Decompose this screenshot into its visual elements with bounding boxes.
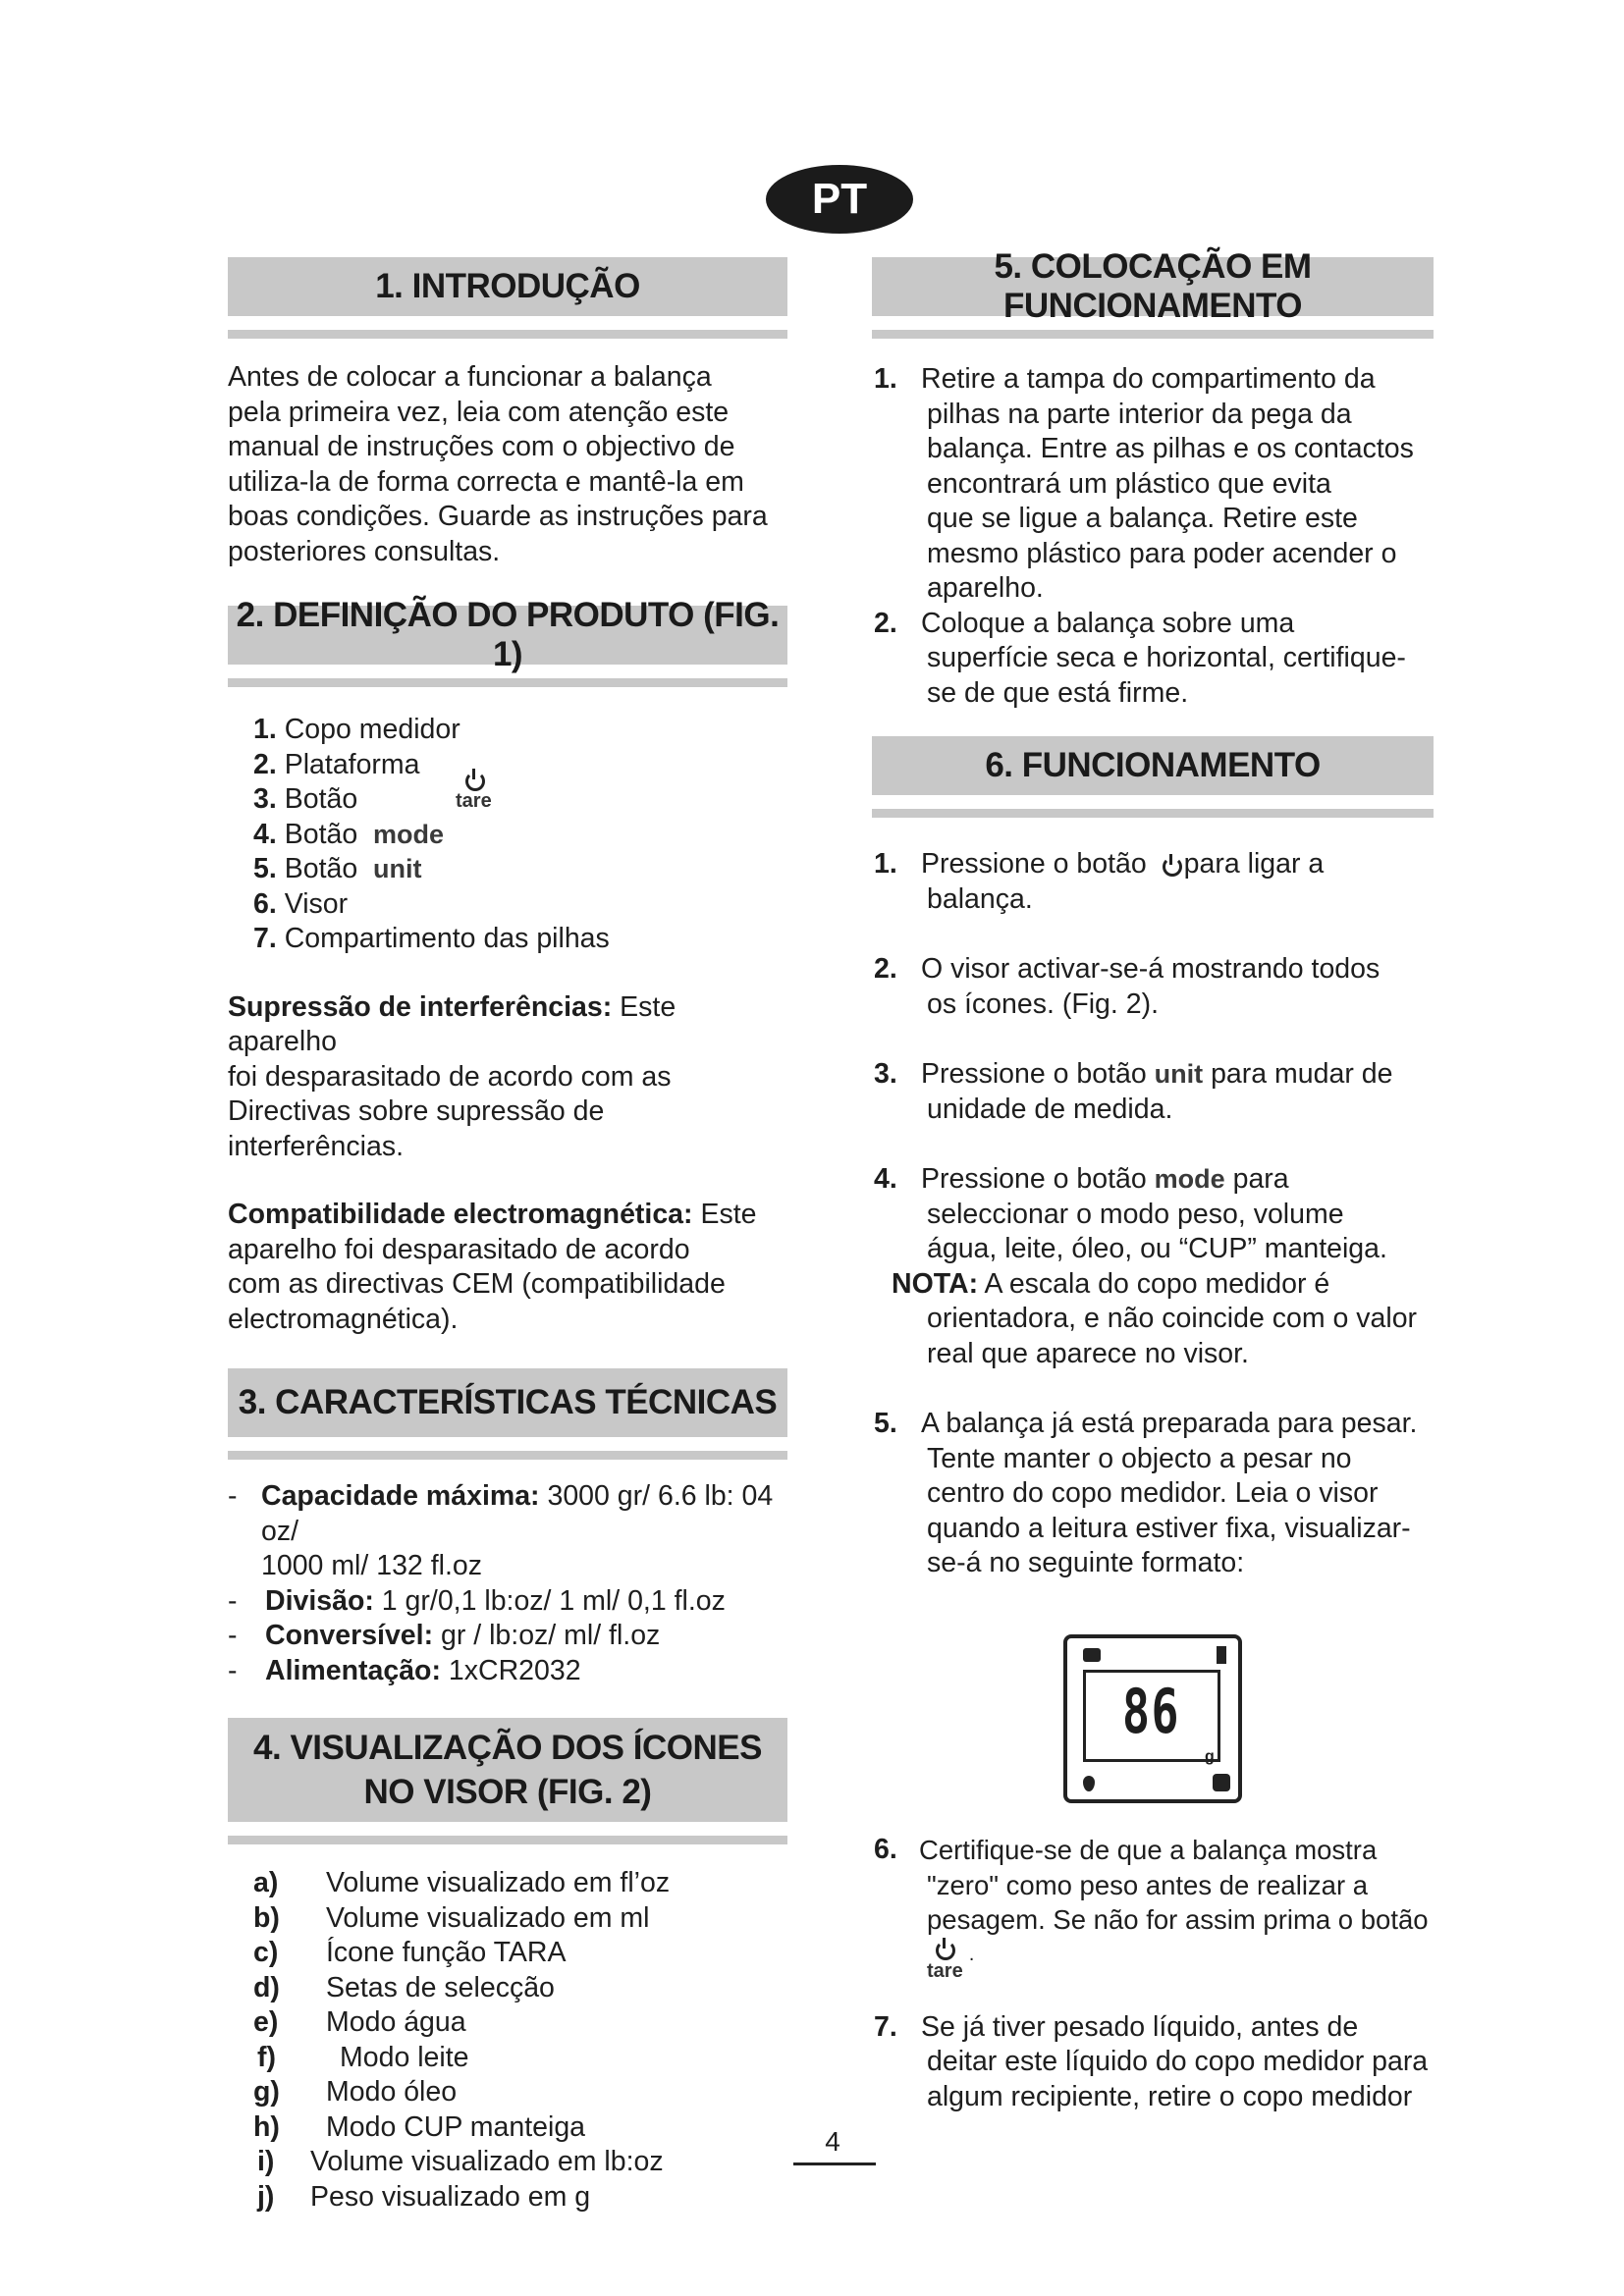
right-column	[872, 247, 1434, 1581]
list-item: - Conversível: gr / lb:oz/ ml/ fl.oz	[228, 1620, 661, 1651]
list-item: - Capacidade máxima: 3000 gr/ 6.6 lb: 04 oz/ 1000 ml/ 132 fl.oz	[228, 1480, 774, 1581]
language-badge: PT	[766, 165, 913, 234]
suppression-label: Supressão de interferências:	[228, 990, 613, 1023]
text-line: Antes de colocar a funcionar a balança	[228, 361, 712, 393]
icons-list	[253, 1866, 787, 2215]
list-item: - Alimentação: 1xCR2032	[228, 1654, 581, 1686]
section-heading-icons: 4. VISUALIZAÇÃO DOS ÍCONES NO VISOR (FIG. 2)	[228, 1718, 787, 1822]
operation-step-6: 6. Certifique-se de que a balança mostra "zero" como peso antes de realizar a pesagem. Se não for assim prima o botão tare ·	[874, 1834, 1429, 1982]
operation-step-4: 4. Pressione o botão mode para seleccionar o modo peso, volume água, leite, óleo, ou “CUP” manteiga. NOTA: A escala do copo medidor é orientadora, e não coincide com o valor real que aparece no visor.	[874, 1163, 1418, 1369]
unit-button-label: unit	[373, 854, 422, 883]
section-heading-product-definition: 2. DEFINIÇÃO DO PRODUTO (FIG. 1)	[228, 606, 787, 665]
section-rule	[228, 1451, 787, 1460]
operation-step-1: 1. Pressione o botão para ligar a balança.	[874, 848, 1325, 915]
bottle-icon	[1217, 1646, 1226, 1664]
intro-paragraph	[228, 360, 787, 569]
tare-button-icon: tare	[927, 1938, 963, 1981]
list-item: i) Volume visualizado em lb:oz	[257, 2146, 664, 2177]
drop-icon	[1083, 1776, 1095, 1791]
list-item: 2. Plataforma	[253, 748, 787, 783]
list-item: g) Modo óleo	[253, 2076, 458, 2108]
text-line: manual de instruções com o objectivo de	[228, 431, 735, 462]
display-reading: 86	[1122, 1676, 1180, 1747]
section-heading-technical: 3. CARACTERÍSTICAS TÉCNICAS	[228, 1368, 787, 1437]
startup-step-2: 2. Coloque a balança sobre uma superfície seca e horizontal, certifique- se de que está firme.	[874, 607, 1406, 709]
suppression-paragraph: Supressão de interferências: Este aparelho foi desparasitado de acordo com as Directivas sobre supressão de interferências.	[228, 990, 677, 1162]
section-rule	[228, 1836, 787, 1844]
section-rule	[228, 678, 787, 687]
tare-button-icon	[1161, 854, 1182, 876]
list-item: d) Setas de selecção	[253, 1971, 555, 2003]
note-label: NOTA:	[892, 1267, 979, 1300]
list-item: h) Modo CUP manteiga	[253, 2110, 586, 2143]
scale-display-illustration	[1063, 1634, 1242, 1803]
operation-step-5: 5. A balança já está preparada para pesar. Tente manter o objecto a pesar no centro do copo medidor. Leia o visor quando a leitura estiver fixa, visualizar- se-á no seguinte formato:	[874, 1408, 1418, 1578]
mode-button-label: mode	[373, 819, 445, 849]
startup-step-1: 1. Retire a tampa do compartimento da pilhas na parte interior da pega da balança. Entre as pilhas e os contactos encontrará um plástico que evita que se ligue a balança. Retire este mesmo plástico para poder acender o aparelho.	[874, 363, 1414, 604]
list-item: c) Ícone função TARA	[253, 1937, 567, 1968]
list-item: 6. Visor	[253, 887, 349, 920]
list-item: 3. Botão tare	[253, 782, 787, 818]
technical-specs-list	[228, 1479, 787, 1688]
section-rule	[228, 330, 787, 339]
operation-step-3: 3. Pressione o botão unit para mudar de unidade de medida.	[874, 1058, 1393, 1125]
watering-can-icon	[1083, 1648, 1101, 1662]
list-item: - Divisão: 1 gr/0,1 lb:oz/ 1 ml/ 0,1 fl.oz	[228, 1584, 726, 1617]
section-rule	[872, 809, 1434, 818]
section-heading-operation: 6. FUNCIONAMENTO	[872, 736, 1434, 795]
text-line: posteriores consultas.	[228, 535, 501, 567]
product-parts-list	[253, 713, 787, 957]
list-item: a) Volume visualizado em fl’oz	[253, 1867, 671, 1898]
operation-step-7: 7. Se já tiver pesado líquido, antes de deitar este líquido do copo medidor para algum recipiente, retire o copo medidor	[874, 2010, 1429, 2112]
list-item: f) Modo leite	[257, 2041, 469, 2073]
section-heading-introduction: 1. INTRODUÇÃO	[228, 257, 787, 316]
section-heading-startup: 5. COLOCAÇÃO EM FUNCIONAMENTO	[872, 257, 1434, 316]
list-item: 5. Botão unit	[253, 853, 422, 884]
operation-step-2: 2. O visor activar-se-á mostrando todos os ícones. (Fig. 2).	[874, 953, 1380, 1020]
oil-can-icon	[1213, 1774, 1230, 1791]
display-unit: g	[1205, 1748, 1215, 1765]
text-line: utiliza-la de forma correcta e mantê-la em	[228, 465, 744, 498]
emc-paragraph: Compatibilidade electromagnética: Este aparelho foi desparasitado de acordo com as directivas CEM (compatibilidade electromagnética).	[228, 1199, 757, 1335]
list-item: 4. Botão mode	[253, 818, 445, 850]
page-number: 4	[825, 2126, 840, 2157]
text-line: boas condições. Guarde as instruções para	[228, 501, 768, 532]
tare-label: tare	[456, 790, 492, 812]
emc-label: Compatibilidade electromagnética:	[228, 1199, 693, 1230]
section-rule	[872, 330, 1434, 339]
operation-steps-lower	[872, 1833, 1434, 2114]
page-number-underline	[793, 2163, 876, 2165]
list-item: 7. Compartimento das pilhas	[253, 923, 610, 954]
list-item: b) Volume visualizado em ml	[253, 1901, 650, 1934]
text-line: pela primeira vez, leia com atenção este	[228, 396, 730, 428]
left-column	[228, 257, 787, 2215]
list-item: j) Peso visualizado em g	[257, 2180, 591, 2213]
mode-button-label: mode	[1154, 1164, 1225, 1194]
list-item: e) Modo água	[253, 2006, 466, 2038]
unit-button-label: unit	[1154, 1059, 1204, 1089]
list-item: 1. Copo medidor	[253, 714, 460, 745]
